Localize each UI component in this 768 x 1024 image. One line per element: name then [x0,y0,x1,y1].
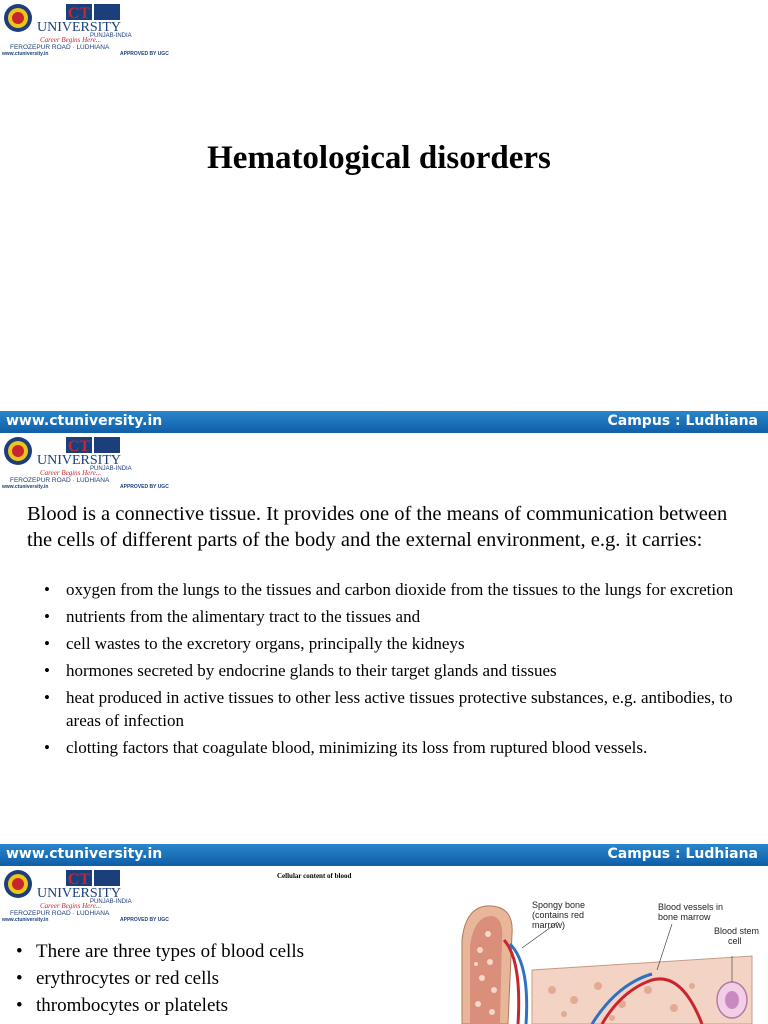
svg-text:PUNJAB-INDIA: PUNJAB-INDIA [90,466,132,472]
blood-functions-list [44,578,734,763]
svg-text:FEROZEPUR ROAD · LUDHIANA: FEROZEPUR ROAD · LUDHIANA [10,477,110,484]
svg-text:APPROVED BY UGC: APPROVED BY UGC [120,917,169,922]
svg-text:cell: cell [728,936,742,946]
svg-text:Blood stem: Blood stem [714,926,760,936]
list-item: • erythrocytes or red cells [16,965,436,992]
list-item: • thrombocytes or platelets [16,992,436,1019]
svg-text:Spongy bone: Spongy bone [532,900,586,910]
list-item: • heat produced in active tissues to other less active tissues protective substances, e.g. antibodies, to areas of infection [44,686,734,732]
svg-text:APPROVED BY UGC: APPROVED BY UGC [120,51,169,56]
svg-text:UNIVERSITY: UNIVERSITY [37,20,121,35]
svg-text:www.ctuniversity.in: www.ctuniversity.in [2,51,49,56]
intro-paragraph: Blood is a connective tissue. It provides one of the means of communication between the cells of different parts of the body and the external environment, e.g. it carries: [27,503,728,551]
list-item: • clotting factors that coagulate blood, minimizing its loss from ruptured blood vessels. [44,736,734,759]
list-item: • nutrients from the alimentary tract to the tissues and [44,605,734,628]
svg-text:Career Begins Here...: Career Begins Here... [40,902,102,910]
footer-website: www.ctuniversity.in [6,413,163,429]
list-item: • hormones secreted by endocrine glands to their target glands and tissues [44,659,734,682]
svg-text:PUNJAB-INDIA: PUNJAB-INDIA [90,899,132,905]
footer-bar [0,844,768,866]
ct-university-logo [2,2,180,56]
list-item: • There are three types of blood cells [16,938,436,965]
svg-text:PUNJAB-INDIA: PUNJAB-INDIA [90,33,132,39]
figure-caption: Cellular content of blood [277,872,352,880]
ct-university-logo [2,435,180,489]
svg-text:UNIVERSITY: UNIVERSITY [37,453,121,468]
svg-text:CT: CT [67,438,91,455]
footer-bar [0,411,768,433]
svg-text:CT: CT [67,5,91,22]
svg-text:(contains red: (contains red [532,910,585,920]
svg-text:FEROZEPUR ROAD · LUDHIANA: FEROZEPUR ROAD · LUDHIANA [10,910,110,917]
svg-text:bone marrow: bone marrow [658,912,711,922]
bone-marrow-figure [452,900,762,1024]
slide-cellular-content [0,866,768,1024]
footer-website: www.ctuniversity.in [6,846,163,862]
svg-text:www.ctuniversity.in: www.ctuniversity.in [2,917,49,922]
slide-title-text: Hematological disorders [207,140,551,176]
blood-cell-types-list [16,938,436,1019]
list-item: • cell wastes to the excretory organs, principally the kidneys [44,632,734,655]
svg-text:marrow): marrow) [532,920,565,930]
svg-text:UNIVERSITY: UNIVERSITY [37,886,121,901]
svg-text:Career Begins Here...: Career Begins Here... [40,469,102,477]
svg-text:Career Begins Here...: Career Begins Here... [40,36,102,44]
svg-text:CT: CT [67,871,91,888]
footer-campus: Campus : Ludhiana [607,413,758,429]
ct-university-logo [2,868,180,922]
svg-text:FEROZEPUR ROAD · LUDHIANA: FEROZEPUR ROAD · LUDHIANA [10,44,110,51]
svg-text:Blood vessels in: Blood vessels in [658,902,724,912]
footer-campus: Campus : Ludhiana [607,846,758,862]
svg-text:APPROVED BY UGC: APPROVED BY UGC [120,484,169,489]
slide-title [0,0,768,433]
svg-text:www.ctuniversity.in: www.ctuniversity.in [2,484,49,489]
list-item: • oxygen from the lungs to the tissues and carbon dioxide from the tissues to the lungs for excretion [44,578,734,601]
slide-blood-intro [0,433,768,866]
